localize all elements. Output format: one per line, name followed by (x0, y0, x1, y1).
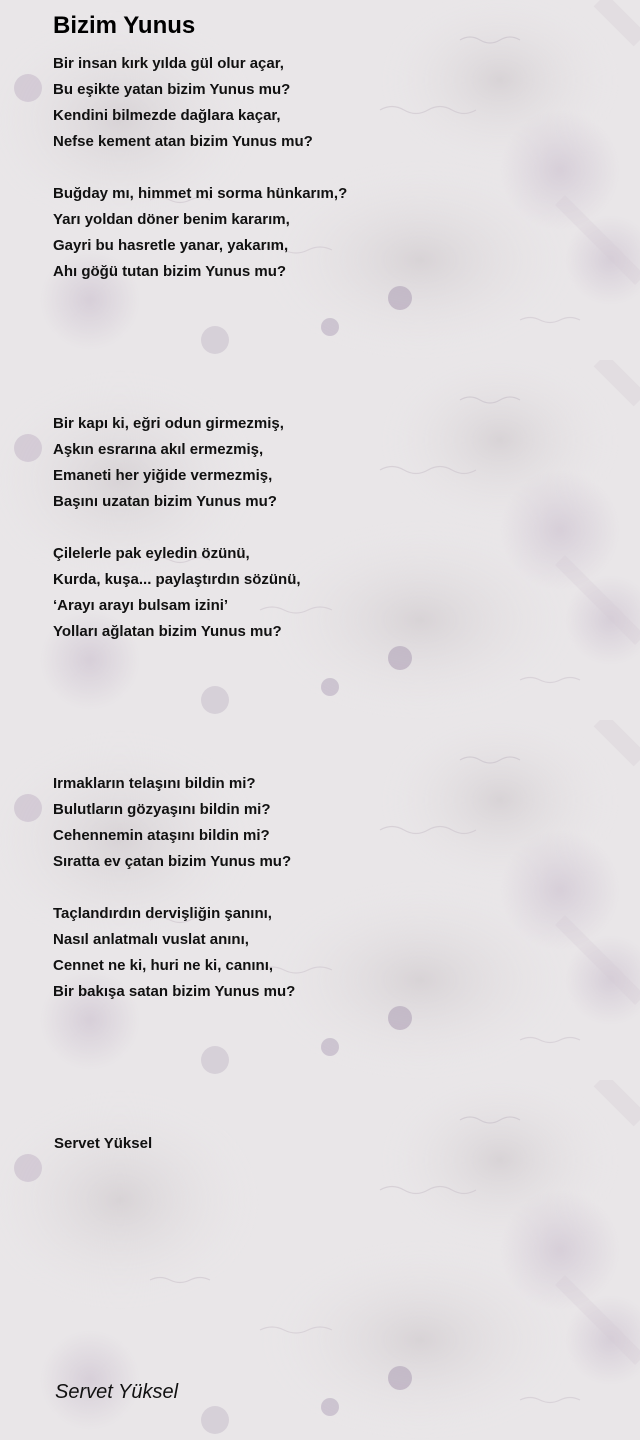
poem-line: Cehennemin ataşını bildin mi? (53, 827, 270, 844)
poem-line: Irmakların telaşını bildin mi? (53, 775, 256, 792)
stanza-1 (53, 51, 313, 155)
poem-line: Başını uzatan bizim Yunus mu? (53, 493, 277, 510)
poem-line: Kendini bilmezde dağlara kaçar, (53, 107, 281, 124)
poem-line: Bir insan kırk yılda gül olur açar, (53, 55, 284, 72)
poem-line: Çilelerle pak eyledin özünü, (53, 545, 250, 562)
poem-line: Aşkın esrarına akıl ermezmiş, (53, 441, 264, 458)
poem-line: Sıratta ev çatan bizim Yunus mu? (53, 853, 292, 870)
poem-line: Bu eşikte yatan bizim Yunus mu? (53, 81, 291, 98)
poem-line: Yarı yoldan döner benim kararım, (53, 211, 290, 228)
poem-line: Buğday mı, himmet mi sorma hünkarım,? (53, 185, 348, 202)
footer-signature: Servet Yüksel (55, 1381, 179, 1403)
poem-line: Taçlandırdın dervişliğin şanını, (53, 905, 272, 922)
poem-line: Nefse kement atan bizim Yunus mu? (53, 133, 313, 150)
poem-title: Bizim Yunus (53, 12, 196, 39)
stanza-3 (53, 411, 284, 515)
poem-line: Nasıl anlatmalı vuslat anını, (53, 931, 249, 948)
poem-author: Servet Yüksel (54, 1135, 153, 1152)
stanza-6 (53, 901, 295, 1005)
poem-line: ‘Arayı arayı bulsam izini’ (53, 597, 229, 614)
stanza-5 (53, 771, 291, 875)
poem-line: Emaneti her yiğide vermezmiş, (53, 467, 273, 484)
poem-line: Kurda, kuşa... paylaştırdın sözünü, (53, 571, 301, 588)
poem-line: Gayri bu hasretle yanar, yakarım, (53, 237, 289, 254)
poem-line: Yolları ağlatan bizim Yunus mu? (53, 623, 282, 640)
stanza-2 (53, 181, 347, 285)
poem-line: Ahı göğü tutan bizim Yunus mu? (53, 263, 287, 280)
poem-line: Bir bakışa satan bizim Yunus mu? (53, 983, 296, 1000)
poem-line: Cennet ne ki, huri ne ki, canını, (53, 957, 274, 974)
poem-line: Bulutların gözyaşını bildin mi? (53, 801, 271, 818)
poem-line: Bir kapı ki, eğri odun girmezmiş, (53, 415, 284, 432)
stanza-4 (53, 541, 301, 645)
